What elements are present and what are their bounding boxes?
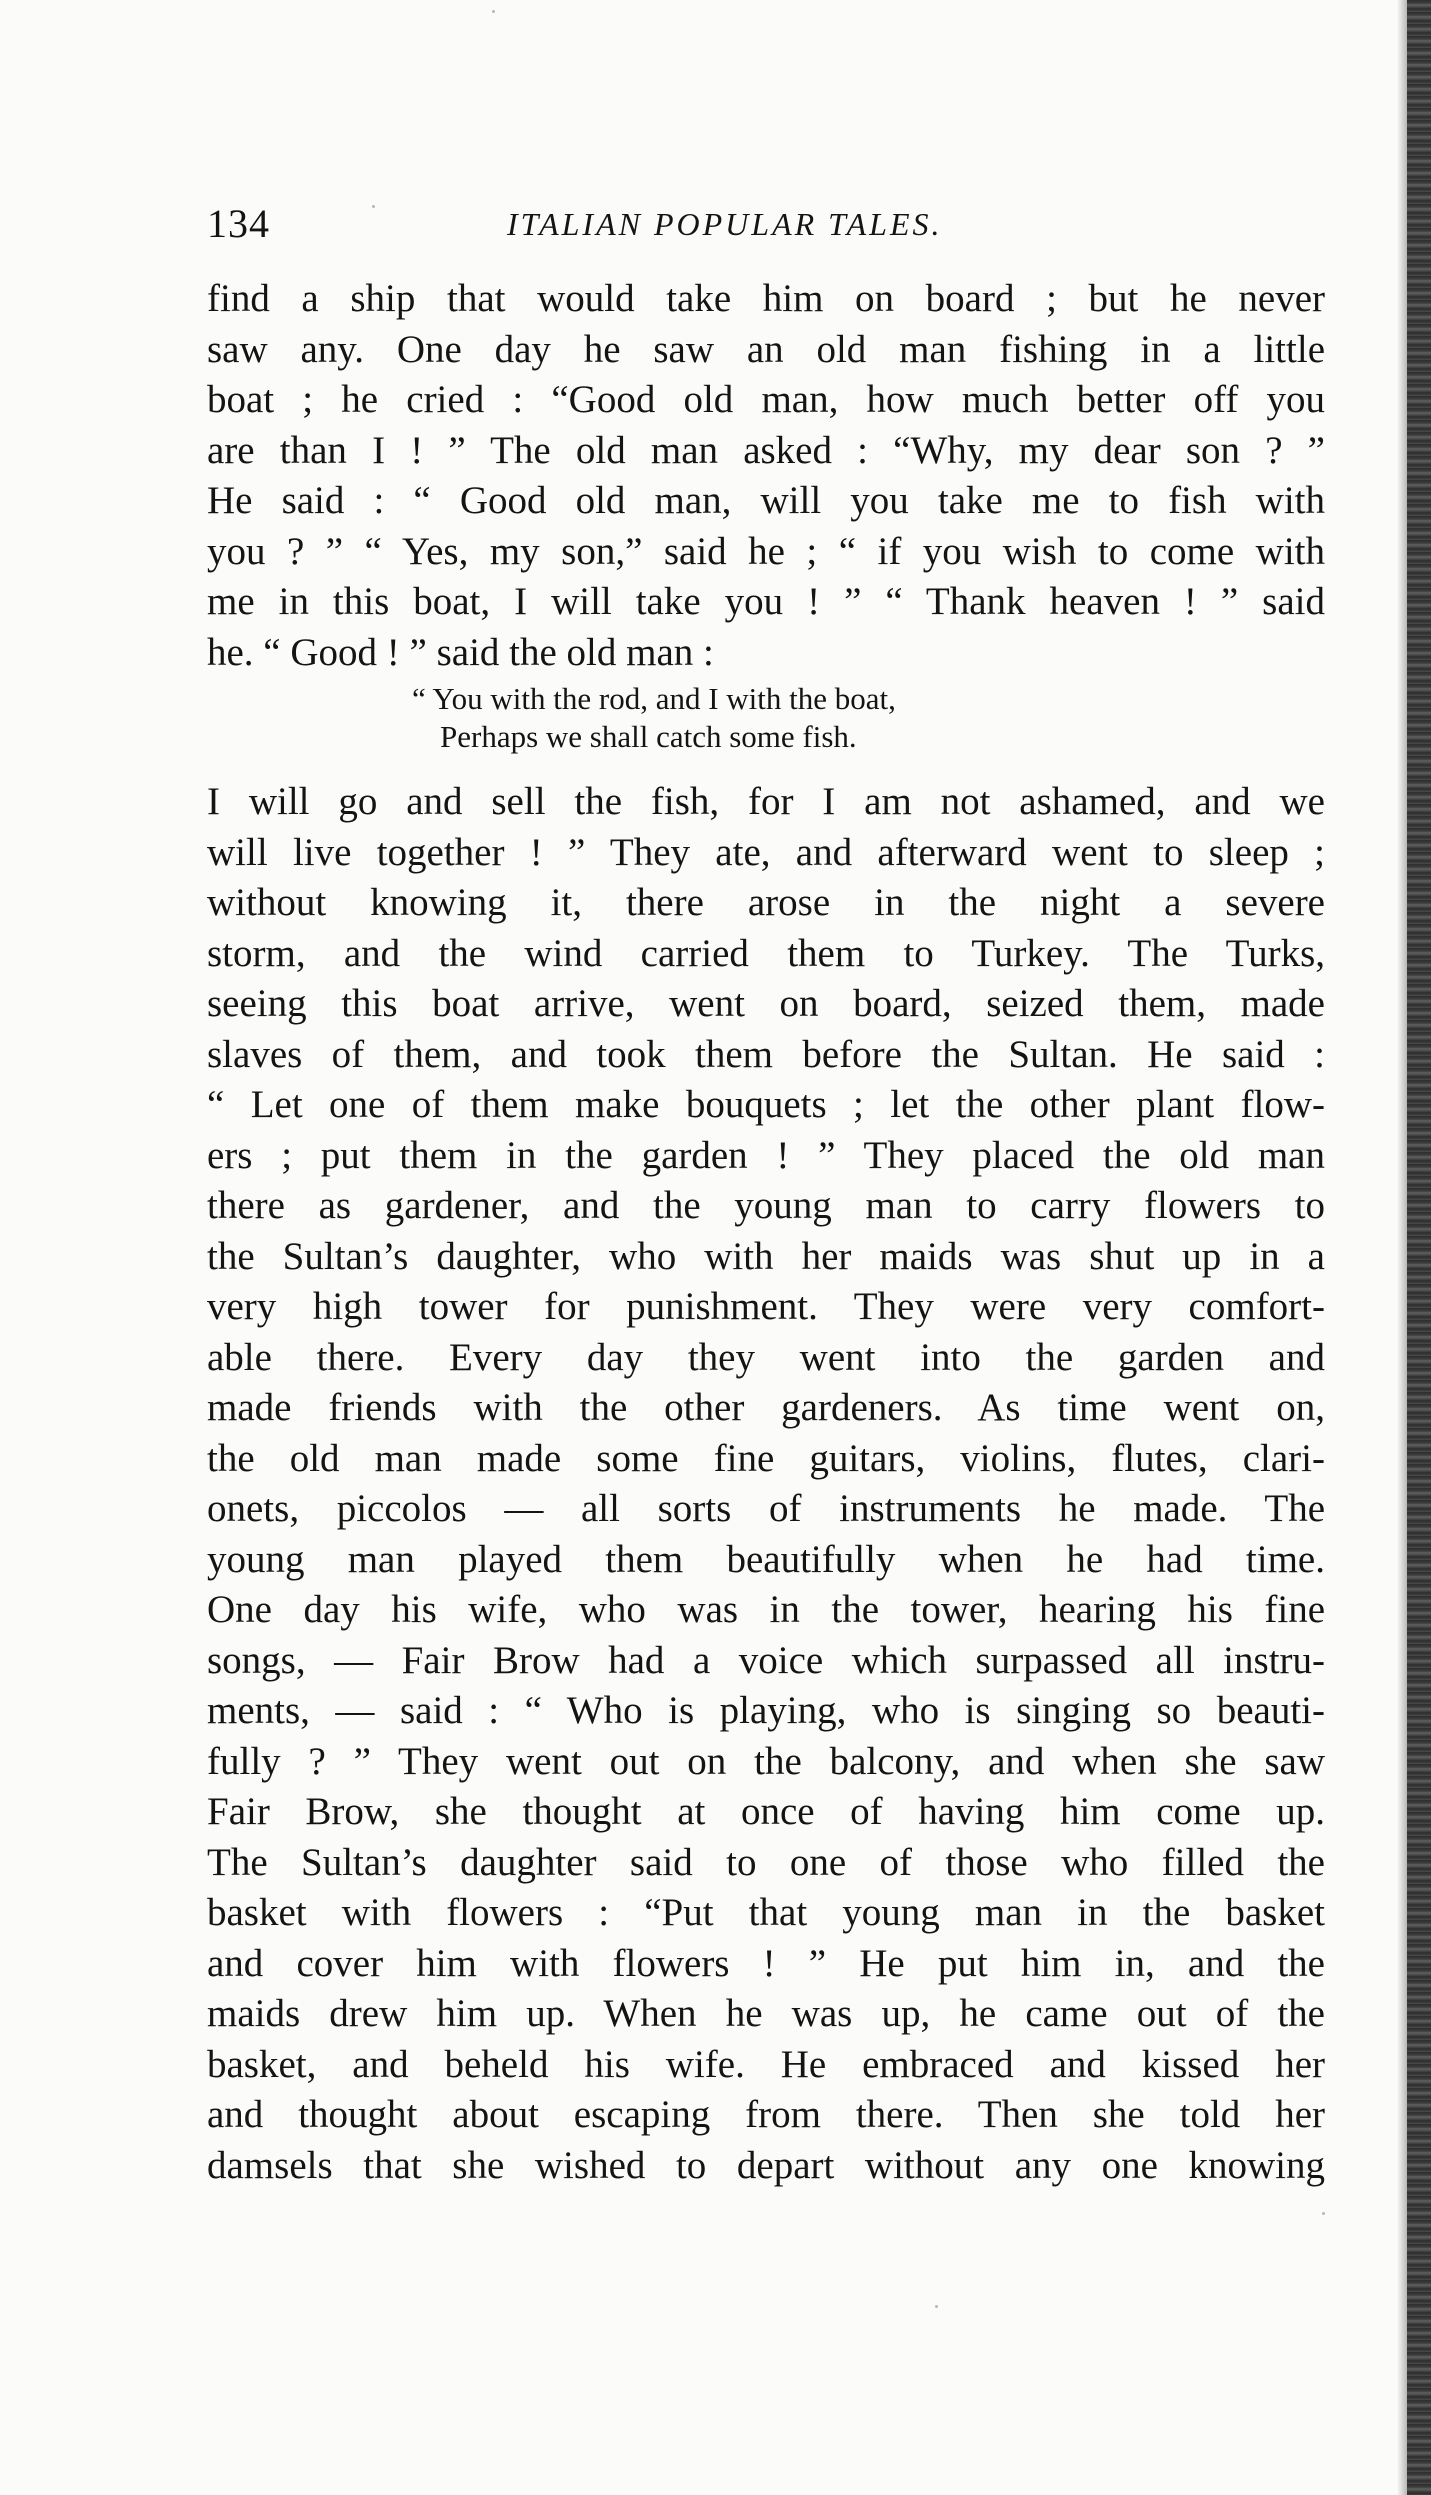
text-line: without knowing it, there arose in the night a severe [207,881,1325,924]
text-line: able there. Every day they went into the garden and [207,1335,1325,1379]
text-line: seeing this boat arrive, went on board, seized them, made [207,982,1325,1025]
text-line: find a ship that would take him on board ; but he never [207,277,1325,320]
text-line: He said : “ Good old man, will you take me to fish with [207,479,1325,522]
text-line: damsels that she wished to depart without any one knowing [207,2143,1325,2187]
text-line: The Sultan’s daughter said to one of those who filled the [207,1840,1325,1884]
text-line: will live together ! ” They ate, and afterward went to sleep ; [207,830,1325,874]
text-line: One day his wife, who was in the tower, hearing his fine [207,1588,1325,1631]
text-line: there as gardener, and the young man to carry flowers to [207,1184,1325,1227]
page-number: 134 [207,201,270,246]
text-line: fully ? ” They went out on the balcony, and when she saw [207,1739,1325,1783]
text-line: Fair Brow, she thought at once of having him come up. [207,1790,1325,1833]
paragraph-1 [207,274,1325,678]
text-line: boat ; he cried : “Good old man, how much better off you [207,378,1325,421]
text-line: made friends with the other gardeners. As time went on, [207,1386,1325,1429]
text-line: maids drew him up. When he was up, he came out of the [207,1992,1325,2035]
text-line: and cover him with flowers ! ” He put him in, and the [207,1941,1325,1985]
text-line: “ Let one of them make bouquets ; let the other plant flow- [207,1083,1325,1126]
book-binding-edge [1407,0,1431,2495]
text-line: the old man made some fine guitars, violins, flutes, clari- [207,1436,1325,1480]
verse-line: Perhaps we shall catch some fish. [440,719,857,754]
paper-speck [492,10,495,13]
text-line: I will go and sell the fish, for I am not ashamed, and we [207,780,1325,823]
text-line: saw any. One day he saw an old man fishing in a little [207,327,1325,371]
text-line: are than I ! ” The old man asked : “Why, my dear son ? ” [207,428,1325,472]
paper-speck [935,2305,938,2308]
text-line: and thought about escaping from there. Then she told her [207,2093,1325,2136]
text-line: very high tower for punishment. They were very comfort- [207,1285,1325,1328]
page-header [207,200,1327,260]
paper-speck [1322,2212,1325,2215]
text-line: storm, and the wind carried them to Turkey. The Turks, [207,931,1325,975]
text-line: slaves of them, and took them before the Sultan. He said : [207,1032,1325,1076]
text-line: the Sultan’s daughter, who with her maids was shut up in a [207,1234,1325,1278]
paragraph-2 [207,777,1325,2191]
text-line: he. “ Good ! ” said the old man : [207,630,714,674]
text-line: ments, — said : “ Who is playing, who is singing so beauti- [207,1689,1325,1732]
verse-quote [412,680,1112,756]
text-line: onets, piccolos — all sorts of instruments he made. The [207,1487,1325,1530]
text-line: ers ; put them in the garden ! ” They placed the old man [207,1133,1325,1177]
page-edge-shadow [1397,0,1407,2495]
text-line: basket, and beheld his wife. He embraced and kissed her [207,2042,1325,2086]
verse-line: “ You with the rod, and I with the boat, [412,681,896,716]
text-line: you ? ” “ Yes, my son,” said he ; “ if you wish to come with [207,529,1325,573]
text-line: basket with flowers : “Put that young man in the basket [207,1891,1325,1934]
text-line: songs, — Fair Brow had a voice which surpassed all instru- [207,1638,1325,1682]
text-line: me in this boat, I will take you ! ” “ Thank heaven ! ” said [207,580,1325,623]
running-head: ITALIAN POPULAR TALES. [507,206,943,242]
text-line: young man played them beautifully when he had time. [207,1537,1325,1581]
